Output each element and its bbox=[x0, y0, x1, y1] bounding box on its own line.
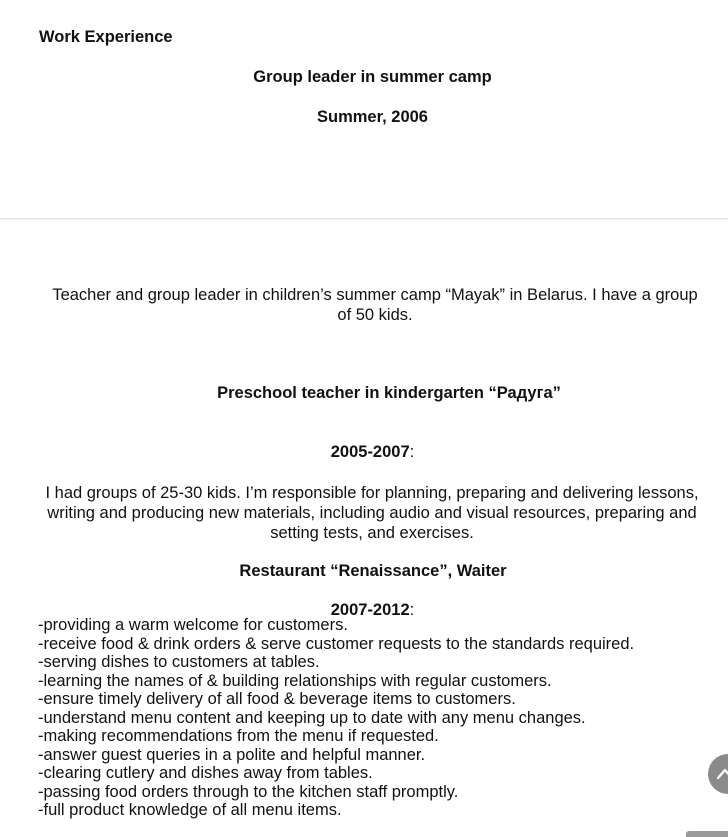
section-divider bbox=[0, 218, 728, 220]
duty-item: -providing a warm welcome for customers. bbox=[38, 616, 348, 634]
job-title-restaurant: Restaurant “Renaissance”, Waiter bbox=[239, 562, 507, 580]
duty-item: -understand menu content and keeping up to date with any menu changes. bbox=[38, 708, 586, 727]
duty-item: -receive food & drink orders & serve customer requests to the standards required. bbox=[38, 634, 635, 653]
duty-item: -serving dishes to customers at tables. bbox=[38, 653, 320, 671]
duty-item: -ensure timely delivery of all food & beverage items to customers. bbox=[38, 690, 516, 708]
duty-item: -full product knowledge of all menu items. bbox=[38, 801, 342, 819]
duty-item: -passing food orders through to the kitchen staff promptly. bbox=[38, 782, 459, 801]
bottom-bar bbox=[686, 831, 728, 837]
job-title-camp: Group leader in summer camp bbox=[253, 68, 492, 86]
duty-item: -clearing cutlery and dishes away from tables. bbox=[38, 764, 373, 782]
job-period-restaurant-text: 2007-2012 bbox=[330, 601, 410, 619]
job-period-kindergarten-colon: : bbox=[409, 443, 415, 461]
job-description-camp: Teacher and group leader in children’s summer camp “Mayak” in Belarus. I have a group of 50 kids. bbox=[52, 286, 698, 324]
job-description-kindergarten: I had groups of 25-30 kids. I’m responsible for planning, preparing and delivering lessons, writing and producing new materials, including audio and visual resources, preparing and setting tests, and exercises. bbox=[45, 484, 699, 542]
job-period-kindergarten bbox=[0, 442, 728, 462]
job-title-kindergarten: Preschool teacher in kindergarten “Радуга” bbox=[217, 384, 561, 402]
job-period-camp-text: Summer, 2006 bbox=[317, 108, 428, 126]
job-period-camp bbox=[0, 107, 728, 127]
job-period-kindergarten-text: 2005-2007 bbox=[330, 443, 410, 461]
duty-item: -making recommendations from the menu if requested. bbox=[38, 727, 439, 745]
section-title: Work Experience bbox=[39, 28, 173, 46]
duty-item: -learning the names of & building relationships with regular customers. bbox=[38, 671, 552, 690]
chevron-up-icon bbox=[714, 763, 728, 785]
duties-list bbox=[38, 616, 718, 820]
duty-item: -answer guest queries in a polite and helpful manner. bbox=[38, 745, 426, 764]
job-period-restaurant-colon: : bbox=[409, 601, 415, 619]
